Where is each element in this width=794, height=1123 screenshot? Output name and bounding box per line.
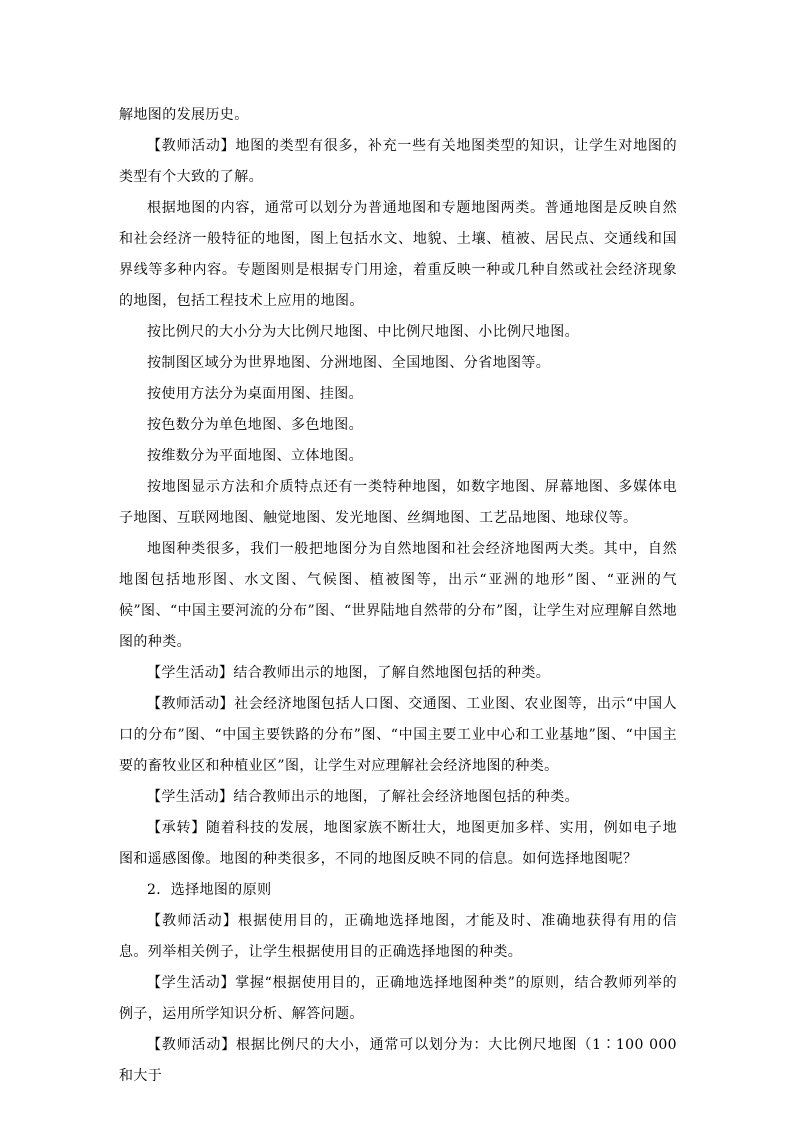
paragraph-dimension-classification (119, 441, 677, 472)
section-heading-map-selection (119, 875, 677, 906)
paragraph-natural-maps (119, 534, 677, 658)
activity-tag: 【承转】 (147, 820, 206, 836)
activity-tag: 【学生活动】 (147, 975, 236, 991)
activity-tag: 【教师活动】 (147, 696, 235, 712)
activity-tag: 【学生活动】 (147, 789, 234, 805)
paragraph-text: 按比例尺的大小分为大比例尺地图、中比例尺地图、小比例尺地图。 (147, 324, 579, 340)
paragraph-text: 按地图显示方法和介质特点还有一类特种地图，如数字地图、屏幕地图、多媒体电子地图、互联网地图、触觉地图、发光地图、丝绸地图、工艺品地图、地球仪等。 (119, 479, 677, 526)
paragraph-scale-classification (119, 317, 677, 348)
paragraph-text: 随着科技的发展，地图家族不断壮大，地图更加多样、实用，例如电子地图和遥感图像。地图的种类很多，不同的地图反映不同的信息。如何选择地图呢？ (119, 820, 677, 867)
activity-tag: 【教师活动】 (147, 1037, 237, 1053)
paragraph-text: 根据比例尺的大小，通常可以划分为：大比例尺地图（1∶100 000 和大于 (119, 1037, 677, 1084)
paragraph-teacher-activity-selection (119, 906, 677, 968)
paragraph-transition (119, 813, 677, 875)
paragraph-color-classification (119, 410, 677, 441)
paragraph-text: 地图种类很多，我们一般把地图分为自然地图和社会经济地图两大类。其中，自然地图包括地形图、水文图、气候图、植被图等，出示“亚洲的地形”图、“亚洲的气候”图、“中国主要河流的分布”图、“世界陆地自然带的分布”图，让学生对应理解自然地图的种类。 (119, 541, 677, 650)
paragraph-student-activity-selection (119, 968, 677, 1030)
paragraph-text: 根据使用目的，正确地选择地图，才能及时、准确地获得有用的信息。列举相关例子，让学生根据使用目的正确选择地图的种类。 (119, 913, 677, 960)
paragraph-text: 结合教师出示的地图，了解社会经济地图包括的种类。 (233, 789, 580, 805)
paragraph-text: 社会经济地图包括人口图、交通图、工业图、农业图等，出示“中国人口的分布”图、“中国主要铁路的分布”图、“中国主要工业中心和工业基地”图、“中国主要的畜牧业区和种植业区”图，让学生对应理解社会经济地图的种类。 (119, 696, 677, 774)
activity-tag: 【教师活动】 (147, 913, 238, 929)
paragraph-text: 按色数分为单色地图、多色地图。 (147, 417, 363, 433)
paragraph-special-maps (119, 472, 677, 534)
paragraph-student-activity-socioeconomic (119, 782, 677, 813)
paragraph-text: 结合教师出示的地图，了解自然地图包括的种类。 (233, 665, 551, 681)
activity-tag: 【教师活动】 (147, 138, 236, 154)
paragraph-region-classification (119, 348, 677, 379)
paragraph-text: 按使用方法分为桌面用图、挂图。 (147, 386, 363, 402)
paragraph-map-content-classification (119, 193, 677, 317)
paragraph-teacher-activity-scale (119, 1030, 677, 1092)
paragraph-teacher-activity-socioeconomic (119, 689, 677, 782)
paragraph-text: 掌握“根据使用目的，正确地选择地图种类”的原则，结合教师列举的例子，运用所学知识分析、解答问题。 (119, 975, 677, 1022)
paragraph-student-activity-natural (119, 658, 677, 689)
heading-text: 2．选择地图的原则 (147, 882, 272, 898)
paragraph-usage-classification (119, 379, 677, 410)
paragraph-text: 按维数分为平面地图、立体地图。 (147, 448, 363, 464)
paragraph-teacher-activity-map-types (119, 131, 677, 193)
activity-tag: 【学生活动】 (147, 665, 234, 681)
paragraph-text: 按制图区域分为世界地图、分洲地图、全国地图、分省地图等。 (147, 355, 551, 371)
paragraph-text: 地图的类型有很多，补充一些有关地图类型的知识，让学生对地图的类型有个大致的了解。 (119, 138, 677, 185)
paragraph-text: 解地图的发展历史。 (119, 107, 249, 123)
document-body (119, 100, 677, 1092)
paragraph-text: 根据地图的内容，通常可以划分为普通地图和专题地图两类。普通地图是反映自然和社会经济一般特征的地图，图上包括水文、地貌、土壤、植被、居民点、交通线和国界线等多种内容。专题图则是根据专门用途，着重反映一种或几种自然或社会经济现象的地图，包括工程技术上应用的地图。 (119, 200, 677, 309)
paragraph-history-continued (119, 100, 677, 131)
